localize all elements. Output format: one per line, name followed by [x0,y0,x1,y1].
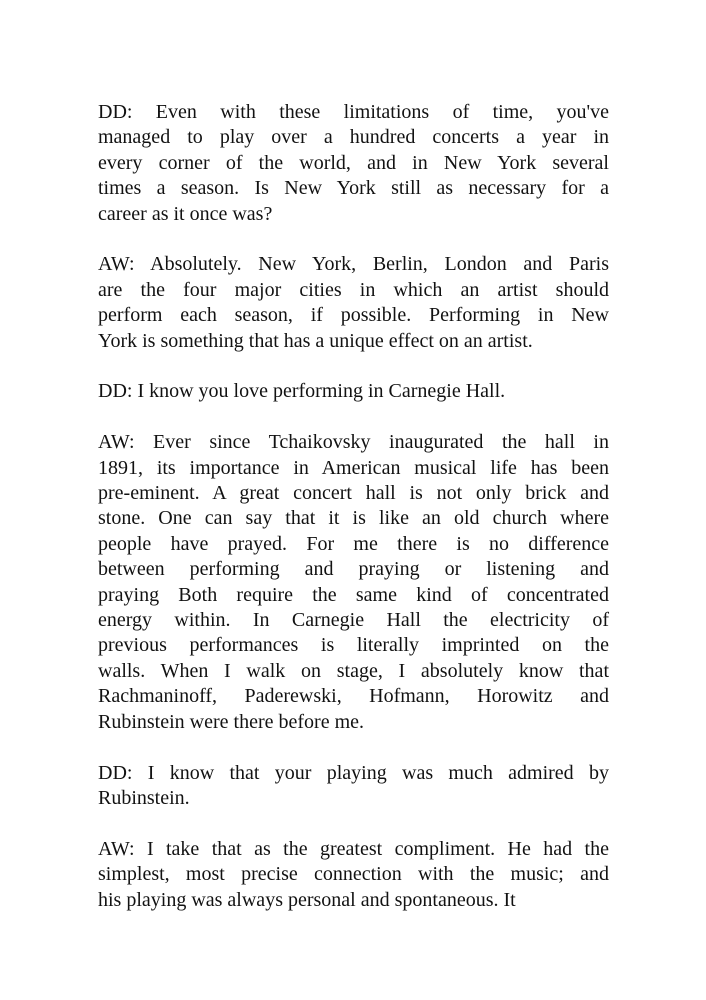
text-line: managed to play over a hundred concerts a year in [98,126,609,149]
text-line: praying Both require the same kind of concentrated [98,583,609,606]
text-line: are the four major cities in which an artist should [98,278,609,301]
text-line: every corner of the world, and in New York several [98,151,609,174]
text-line: Rubinstein. [98,786,190,809]
text-line: his playing was always personal and spontaneous. It [98,888,516,911]
paragraph [98,379,609,404]
paragraph [98,761,609,812]
text-line: AW: I take that as the greatest compliment. He had the [98,837,609,860]
interview-text-block [98,100,609,913]
text-line: Rubinstein were there before me. [98,710,365,733]
paragraph [98,430,609,735]
text-line: people have prayed. For me there is no difference [98,532,609,555]
text-line: AW: Ever since Tchaikovsky inaugurated the hall in [98,431,609,454]
text-line: Rachmaninoff, Paderewski, Hofmann, Horowitz and [98,685,609,708]
text-line: York is something that has a unique effect on an artist. [98,329,533,352]
text-line: 1891, its importance in American musical life has been [98,456,609,479]
text-line: between performing and praying or listening and [98,558,609,581]
text-line: career as it once was? [98,202,273,225]
text-line: DD: I know you love performing in Carnegie Hall. [98,380,506,403]
paragraph [98,837,609,913]
text-line: DD: Even with these limitations of time, you've [98,101,609,123]
text-line: stone. One can say that it is like an old church where [98,507,609,530]
text-line: energy within. In Carnegie Hall the electricity of [98,609,609,632]
text-line: previous performances is literally imprinted on the [98,634,609,657]
text-line: simplest, most precise connection with the music; and [98,863,609,886]
text-line: pre-eminent. A great concert hall is not only brick and [98,482,609,505]
text-line: DD: I know that your playing was much admired by [98,761,609,784]
paragraph [98,252,609,354]
text-line: times a season. Is New York still as necessary for a [98,177,609,200]
text-line: walls. When I walk on stage, I absolutely know that [98,659,609,682]
paragraph [98,100,609,227]
text-line: perform each season, if possible. Performing in New [98,304,609,327]
text-line: AW: Absolutely. New York, Berlin, London and Paris [98,253,609,276]
